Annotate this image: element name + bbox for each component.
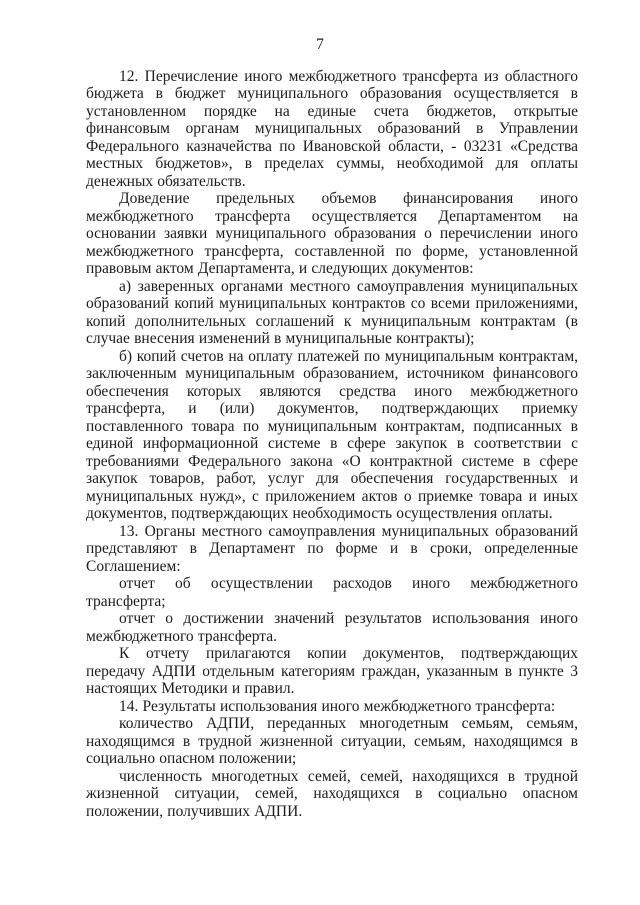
paragraph-item-b: б) копий счетов на оплату платежей по муниципальным контрактам, заключенным муниципальным образованием, источником финансового обеспечения которых являются средства иного межбюджетного трансферта, и (или) документов, подтверждающих приемку поставленного товара по муниципальным контрактам, подписанных в единой информационной системе в сфере закупок в соответствии с требованиями Федерального закона «О контрактной системе в сфере закупок товаров, работ, услуг для обеспечения государственных и муниципальных нужд», с приложением актов о приемке товара и иных документов, подтверждающих необходимость осуществления оплаты. xyxy=(86,347,578,522)
paragraph-item-a: а) заверенных органами местного самоуправления муниципальных образований копий муниципальных контрактов со всеми приложениями, копий дополнительных соглашений к муниципальным контрактам (в случае внесения изменений в муниципальные контракты); xyxy=(86,277,578,347)
paragraph-financing-limits: Доведение предельных объемов финансирования иного межбюджетного трансферта осуществляется Департаментом на основании заявки муниципального образования о перечислении иного межбюджетного трансферта, составленной по форме, установленной правовым актом Департамента, и следующих документов: xyxy=(86,190,578,277)
paragraph-report-attachments: К отчету прилагаются копии документов, подтверждающих передачу АДПИ отдельным категориям граждан, указанным в пункте 3 настоящих Методики и правил. xyxy=(86,645,578,697)
paragraph-13-reports: 13. Органы местного самоуправления муниципальных образований представляют в Департамент по форме и в сроки, определенные Соглашением: xyxy=(86,522,578,575)
paragraph-families-count: численность многодетных семей, семей, находящихся в трудной жизненной ситуации, семей, находящихся в социально опасном положении, получивших АДПИ. xyxy=(86,767,578,820)
paragraph-adpi-count: количество АДПИ, переданных многодетным семьям, семьям, находящимся в трудной жизненной ситуации, семьям, находящимся в социально опасном положении; xyxy=(86,715,578,767)
paragraph-14-results: 14. Результаты использования иного межбюджетного трансферта: xyxy=(119,697,556,715)
paragraph-12-transfer: 12. Перечисление иного межбюджетного трансферта из областного бюджета в бюджет муниципального образования осуществляется в установленном порядке на единые счета бюджетов, открытые финансовым органам муниципальных образований в Управлении Федерального казначейства по Ивановской области, - 03231 «Средства местных бюджетов», в пределах суммы, необходимой для оплаты денежных обязательств. xyxy=(86,67,578,190)
document-body xyxy=(86,68,578,821)
paragraph-report-results: отчет о достижении значений результатов использования иного межбюджетного трансферта. xyxy=(86,610,578,645)
page-number: 7 xyxy=(316,36,324,53)
paragraph-report-expenses: отчет об осуществлении расходов иного межбюджетного трансферта; xyxy=(86,575,578,610)
